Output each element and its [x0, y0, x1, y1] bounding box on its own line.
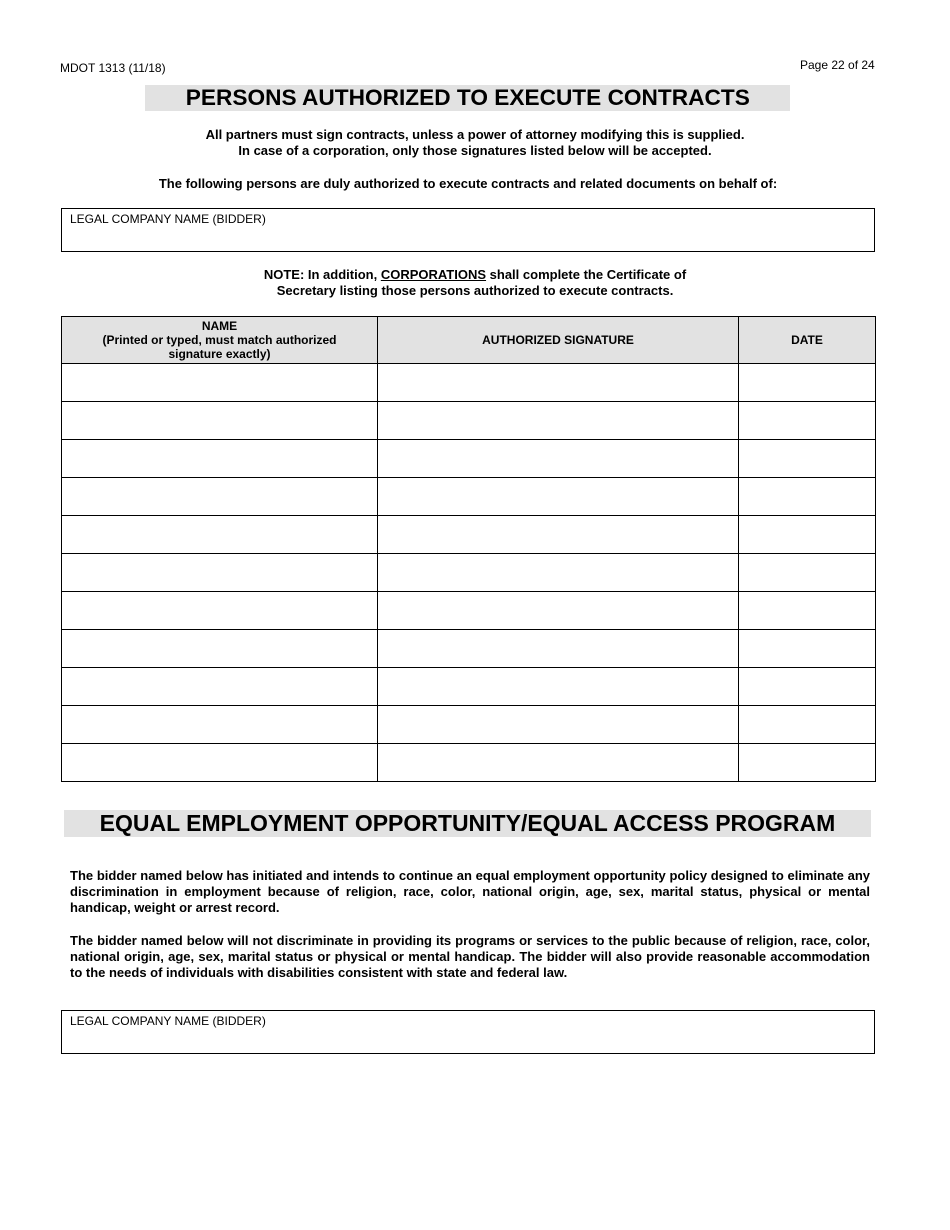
signature-cell[interactable]	[378, 592, 739, 630]
signature-cell[interactable]	[378, 706, 739, 744]
table-header-row	[62, 317, 876, 364]
signature-cell[interactable]	[378, 440, 739, 478]
signature-cell[interactable]	[378, 668, 739, 706]
signature-cell[interactable]	[378, 516, 739, 554]
table-row	[62, 630, 876, 668]
table-row	[62, 440, 876, 478]
date-cell[interactable]	[739, 668, 876, 706]
name-cell[interactable]	[62, 706, 378, 744]
table-row	[62, 668, 876, 706]
intro-line-1: All partners must sign contracts, unless a power of attorney modifying this is supplied.	[205, 127, 745, 142]
note-line-2: Secretary listing those persons authorized to execute contracts.	[276, 283, 674, 298]
column-header-date: DATE	[739, 317, 876, 364]
form-code: MDOT 1313 (11/18)	[60, 61, 166, 75]
date-cell[interactable]	[739, 744, 876, 782]
signature-cell[interactable]	[378, 554, 739, 592]
name-cell[interactable]	[62, 440, 378, 478]
section-title-text: PERSONS AUTHORIZED TO EXECUTE CONTRACTS	[185, 85, 750, 110]
name-cell[interactable]	[62, 402, 378, 440]
note-prefix: NOTE: In addition,	[263, 267, 381, 282]
date-cell[interactable]	[739, 478, 876, 516]
note-suffix: shall complete the Certificate of	[486, 267, 687, 282]
signature-cell[interactable]	[378, 478, 739, 516]
note-emphasis: CORPORATIONS	[380, 267, 487, 282]
name-cell[interactable]	[62, 478, 378, 516]
column-header-name-note-2: signature exactly)	[168, 347, 271, 361]
column-header-name-title: NAME	[201, 319, 238, 333]
name-cell[interactable]	[62, 744, 378, 782]
date-cell[interactable]	[739, 364, 876, 402]
signature-cell[interactable]	[378, 630, 739, 668]
eeo-paragraph-2: The bidder named below will not discriminate in providing its programs or services to the public because of religion, race, color, national origin, age, sex, marital status or physical or mental handicap. The bidder will also provide reasonable accommodation to the needs of individuals with disabilities consistent with state and federal law.	[70, 933, 870, 980]
table-row	[62, 478, 876, 516]
eeo-paragraph-1: The bidder named below has initiated and intends to continue an equal employment opportunity policy designed to eliminate any discrimination in employment because of religion, race, color, national origin, age, sex, marital status, physical or mental handicap, weight or arrest record.	[70, 868, 870, 915]
table-row	[62, 554, 876, 592]
page-number: Page 22 of 24	[800, 58, 875, 72]
intro-line-2: In case of a corporation, only those signatures listed below will be accepted.	[238, 143, 712, 158]
column-header-name	[62, 317, 378, 364]
authorized-signatures-table	[61, 316, 876, 782]
signature-rows	[62, 364, 876, 782]
signature-cell[interactable]	[378, 744, 739, 782]
date-cell[interactable]	[739, 706, 876, 744]
legal-company-name-label: LEGAL COMPANY NAME (BIDDER)	[70, 212, 266, 226]
name-cell[interactable]	[62, 630, 378, 668]
date-cell[interactable]	[739, 630, 876, 668]
date-cell[interactable]	[739, 402, 876, 440]
note-line-1	[150, 267, 800, 283]
column-header-signature: AUTHORIZED SIGNATURE	[378, 317, 739, 364]
legal-company-name-field-2[interactable]	[61, 1010, 875, 1054]
table-row	[62, 744, 876, 782]
name-cell[interactable]	[62, 554, 378, 592]
table-row	[62, 402, 876, 440]
column-header-name-note-1: (Printed or typed, must match authorized	[102, 333, 337, 347]
date-cell[interactable]	[739, 592, 876, 630]
date-cell[interactable]	[739, 554, 876, 592]
name-cell[interactable]	[62, 516, 378, 554]
legal-company-name-label-2: LEGAL COMPANY NAME (BIDDER)	[70, 1014, 266, 1028]
table-row	[62, 706, 876, 744]
table-row	[62, 516, 876, 554]
section-title-eeo: EQUAL EMPLOYMENT OPPORTUNITY/EQUAL ACCESS PROGRAM	[64, 810, 871, 837]
legal-company-name-field[interactable]	[61, 208, 875, 252]
date-cell[interactable]	[739, 516, 876, 554]
intro-text	[100, 127, 850, 159]
name-cell[interactable]	[62, 668, 378, 706]
table-row	[62, 592, 876, 630]
date-cell[interactable]	[739, 440, 876, 478]
name-cell[interactable]	[62, 592, 378, 630]
intro-line-3: The following persons are duly authorized to execute contracts and related documents on behalf of:	[158, 176, 778, 191]
signature-cell[interactable]	[378, 402, 739, 440]
section-title-authorized-persons	[145, 85, 790, 111]
name-cell[interactable]	[62, 364, 378, 402]
corporations-note	[150, 267, 800, 299]
signature-cell[interactable]	[378, 364, 739, 402]
table-row	[62, 364, 876, 402]
